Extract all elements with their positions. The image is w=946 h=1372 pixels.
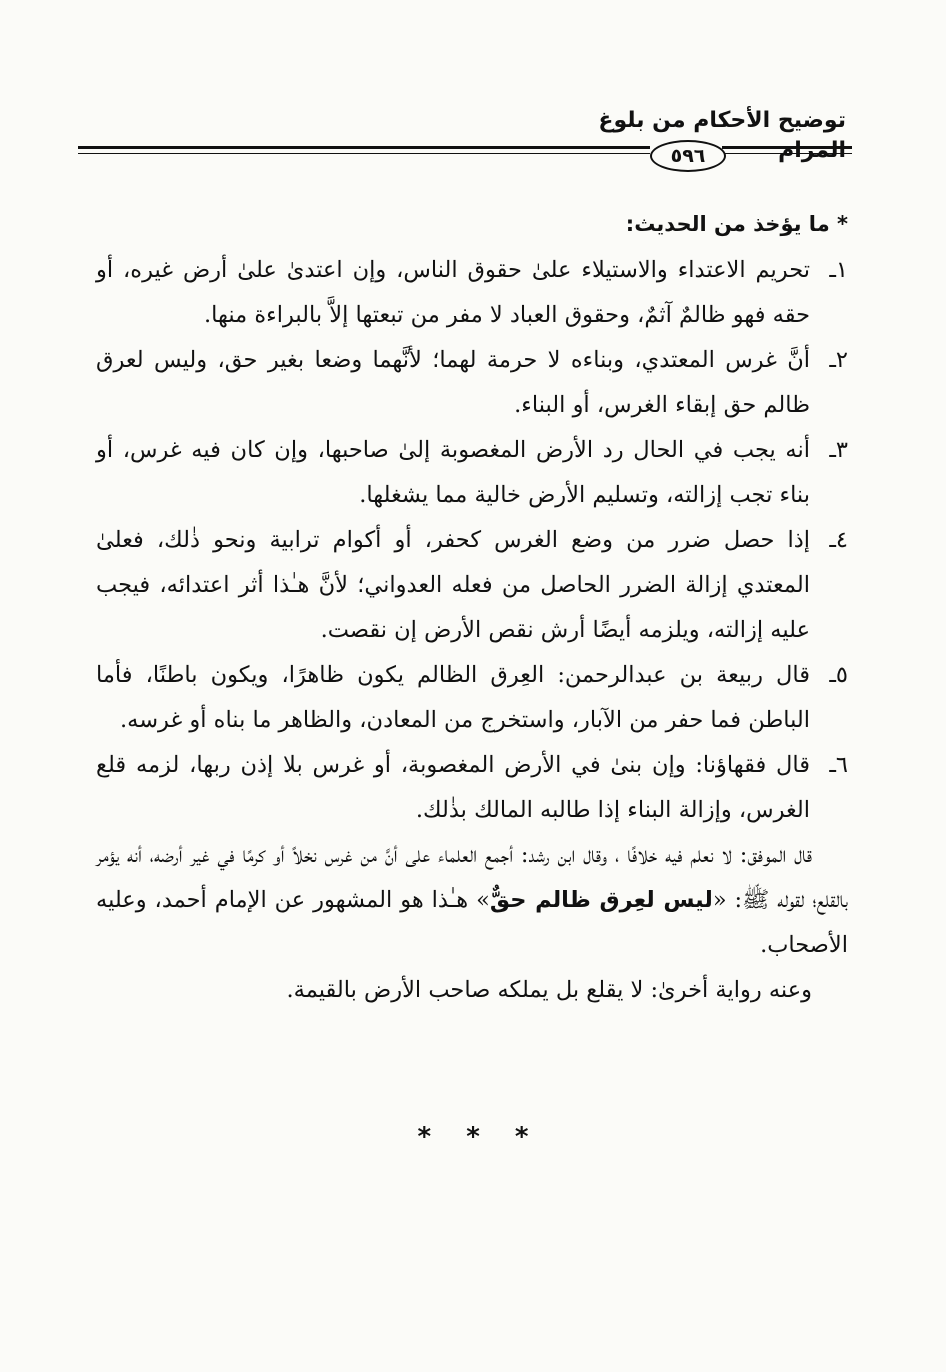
header-rule-left-thin <box>78 153 650 154</box>
page-body <box>96 200 848 1013</box>
item-number: ٢ـ <box>829 347 848 373</box>
list-item <box>96 653 848 743</box>
list-item <box>96 338 848 428</box>
header-rule-left-thick <box>78 146 650 149</box>
item-text: أنه يجب في الحال رد الأرض المغصوبة إلىٰ صاحبها، وإن كان فيه غرس، أو بناء تجب إزالته، وتسليم الأرض خالية مما يشغلها. <box>96 437 810 508</box>
list-item <box>96 518 848 653</box>
list-item <box>96 428 848 518</box>
alternate-narration-paragraph: وعنه رواية أخرىٰ: لا يقلع بل يملكه صاحب الأرض بالقيمة. <box>286 977 812 1003</box>
commentary-text-end: » هـٰذا هو المشهور عن الإمام أحمد، وعليه الأصحاب. <box>96 887 848 958</box>
item-text: إذا حصل ضرر من وضع الغرس كحفر، أو أكوام ترابية ونحو ذٰلك، فعلىٰ المعتدي إزالة الضرر الحاصل من فعله العدواني؛ لأنَّ هـٰذا أثر اعتدائه، فيجب عليه إزالته، ويلزمه أيضًا أرش نقص الأرض إن نقصت. <box>96 527 810 643</box>
commentary-paragraph <box>96 833 848 968</box>
item-text: قال ربيعة بن عبدالرحمن: العِرق الظالم يكون ظاهرًا، ويكون باطنًا، فأما الباطن فما حفر من الآبار، واستخرج من المعادن، والظاهر ما بناه أو غرسه. <box>96 662 810 733</box>
list-item <box>96 743 848 833</box>
hadith-quote: ليس لعِرق ظالم حقٌّ <box>489 887 713 913</box>
item-text: أنَّ غرس المعتدي، وبناءه لا حرمة لهما؛ لأنَّهما وضعا بغير حق، وليس لعرق ظالم حق إبقاء الغرس، أو البناء. <box>96 347 810 418</box>
item-number: ٣ـ <box>829 437 848 463</box>
item-number: ٥ـ <box>829 662 848 688</box>
header-rule-right-thin <box>722 153 852 154</box>
item-number: ٤ـ <box>829 527 848 553</box>
list-item <box>96 248 848 338</box>
item-number: ١ـ <box>829 257 848 283</box>
commentary-text-start: قال الموفق: لا نعلم فيه خلافًا ، وقال ابن رشد: أجمع العلماء على أنَّ من غرس نخلاً أو كرمًا في غير أرضه، أنه يؤمر بالقلع؛ لقوله ﷺ: « <box>96 842 848 913</box>
section-heading: * ما يؤخذ من الحديث: <box>625 212 848 236</box>
item-text: تحريم الاعتداء والاستيلاء علىٰ حقوق الناس، وإن اعتدىٰ علىٰ أرض غيره، أو حقه فهو ظالمٌ آثمٌ، وحقوق العباد لا مفر من تبعتها إلاَّ بالبراءة منها. <box>96 257 810 328</box>
page-number: ٥٩٦ <box>650 140 726 172</box>
header-rule-right-thick <box>722 146 852 149</box>
section-end-stars: * * * <box>417 1122 529 1152</box>
item-text: قال فقهاؤنا: وإن بنىٰ في الأرض المغصوبة، أو غرس بلا إذن ربها، لزمه قلع الغرس، وإزالة البناء إذا طالبه المالك بذٰلك. <box>96 752 810 823</box>
item-number: ٦ـ <box>829 752 848 778</box>
running-header-title: توضيح الأحكام من بلوغ المرام <box>598 108 846 163</box>
